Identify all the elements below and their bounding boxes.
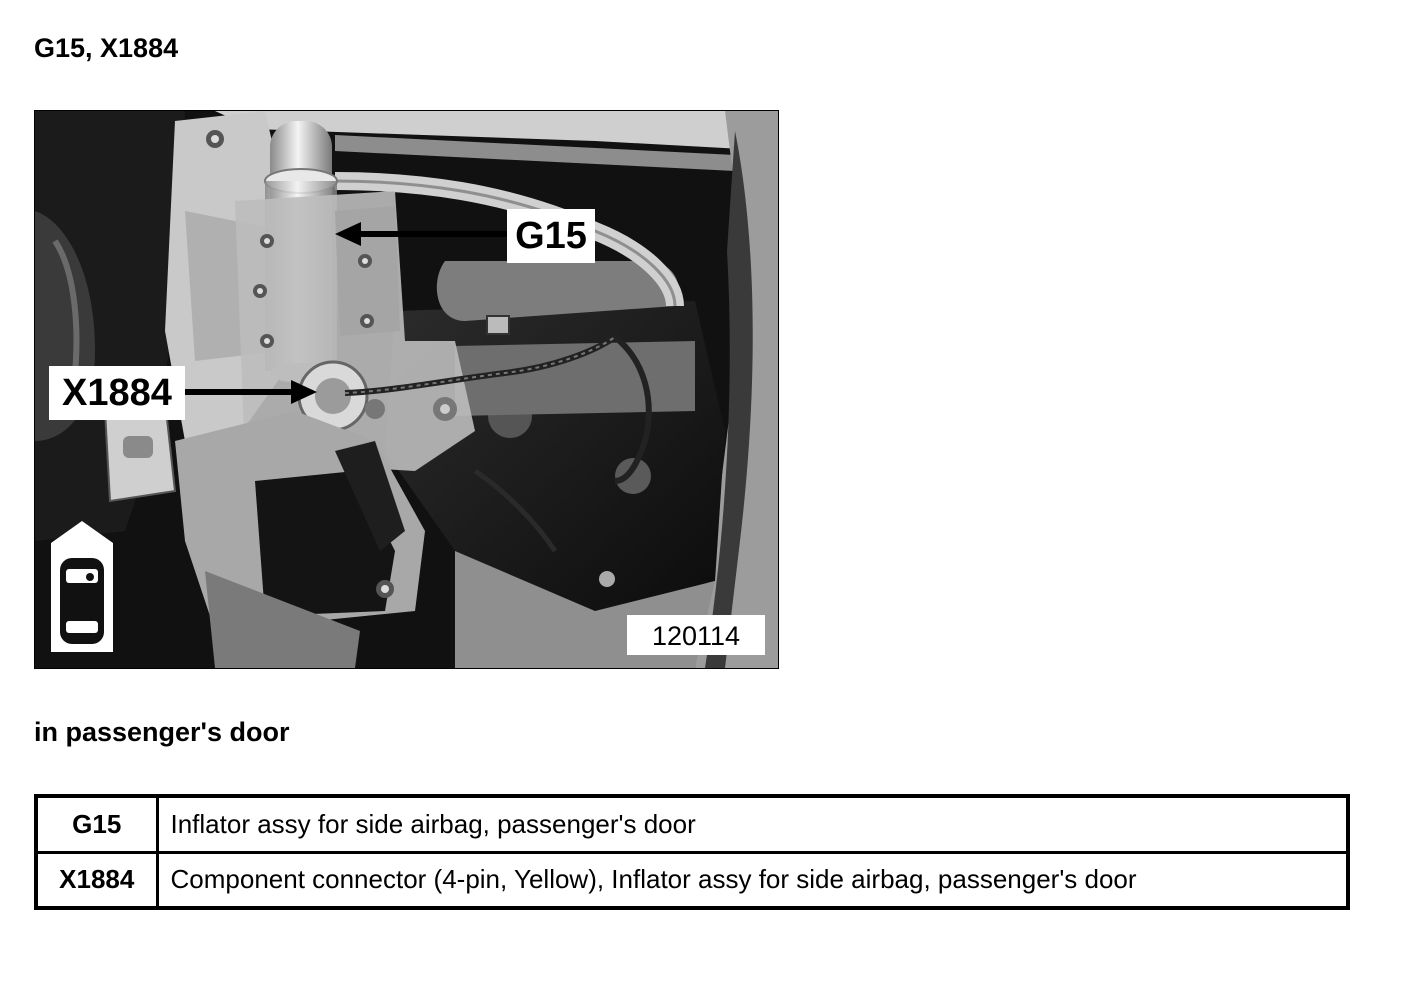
image-number: 120114 <box>651 621 741 651</box>
table-row <box>36 796 1348 852</box>
g15-callout-label: G15 <box>515 215 587 257</box>
table-row <box>36 852 1348 908</box>
x1884-callout-label: X1884 <box>62 372 172 414</box>
component-code: G15 <box>36 796 157 852</box>
component-description: Inflator assy for side airbag, passenger's door <box>157 796 1348 852</box>
component-location-photo <box>34 110 779 669</box>
component-legend-table <box>34 794 1350 910</box>
component-code: X1884 <box>36 852 157 908</box>
location-caption: in passenger's door <box>34 717 290 747</box>
door-interior-illustration <box>35 111 778 668</box>
car-position-icon <box>51 521 113 652</box>
page-title: G15, X1884 <box>34 33 179 63</box>
component-description: Component connector (4-pin, Yellow), Inflator assy for side airbag, passenger's door <box>157 852 1348 908</box>
